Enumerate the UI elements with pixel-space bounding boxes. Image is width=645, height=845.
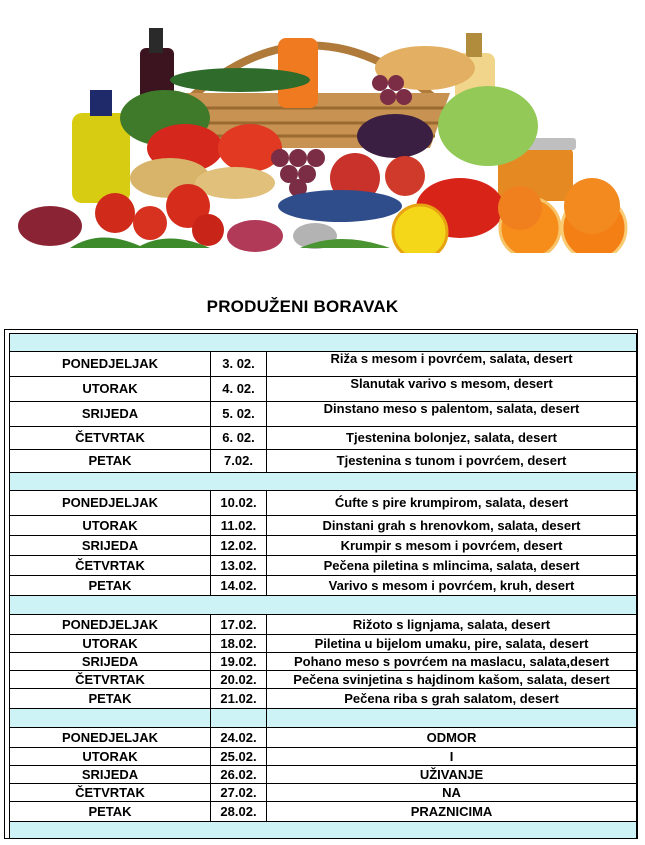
meal-cell: Pečena svinjetina s hajdinom kašom, salata, desert [267,671,637,689]
date-cell: 14.02. [211,576,267,596]
table-row [10,450,637,473]
day-cell: UTORAK [10,377,211,402]
date-cell: 18.02. [211,635,267,653]
date-cell: 12.02. [211,536,267,556]
table-row [10,802,637,822]
date-cell: 24.02. [211,728,267,748]
date-cell: 17.02. [211,615,267,635]
day-cell: PONEDJELJAK [10,615,211,635]
spacer-row [10,709,637,728]
meal-cell: NA [267,784,637,802]
page-title: PRODUŽENI BORAVAK [206,297,399,316]
date-cell: 7.02. [211,450,267,473]
date-cell: 4. 02. [211,377,267,402]
date-cell: 13.02. [211,556,267,576]
date-cell: 21.02. [211,689,267,709]
date-cell: 11.02. [211,516,267,536]
date-cell: 6. 02. [211,427,267,450]
table-row [10,377,637,402]
tomato [95,193,135,233]
meal-cell: Krumpir s mesom i povrćem, desert [267,536,637,556]
table-row [10,689,637,709]
table-row [10,748,637,766]
meal-cell: Dinstani grah s hrenovkom, salata, desert [267,516,637,536]
red-pepper-2 [218,124,282,172]
table-row [10,615,637,635]
day-cell: PONEDJELJAK [10,728,211,748]
eggplant [357,114,433,158]
date-cell: 19.02. [211,653,267,671]
day-cell: SRIJEDA [10,536,211,556]
table-row [10,516,637,536]
day-cell: PETAK [10,450,211,473]
table-row [10,427,637,450]
day-cell: SRIJEDA [10,653,211,671]
meal-cell: Slanutak varivo s mesom, desert [267,377,637,402]
day-cell: ČETVRTAK [10,784,211,802]
meal-cell: Ćufte s pire krumpirom, salata, desert [267,491,637,516]
cabbage [438,86,538,166]
meal-cell: Rižoto s lignjama, salata, desert [267,615,637,635]
meal-cell: Riža s mesom i povrćem, salata, desert [267,352,637,377]
day-cell: SRIJEDA [10,402,211,427]
meal-cell: Tjestenina s tunom i povrćem, desert [267,450,637,473]
zucchini [170,68,310,92]
meal-cell: Pohano meso s povrćem na maslacu, salata,desert [267,653,637,671]
table-row [10,402,637,427]
spacer-row [10,473,637,491]
table-row [10,556,637,576]
meal-cell: Varivo s mesom i povrćem, kruh, desert [267,576,637,596]
day-cell: UTORAK [10,635,211,653]
spacer-row [10,596,637,615]
table-row [10,491,637,516]
table-row [10,352,637,377]
menu-table [9,333,637,839]
day-cell: PETAK [10,576,211,596]
meal-cell: Pečena riba s grah salatom, desert [267,689,637,709]
day-cell: UTORAK [10,748,211,766]
lettuce [70,237,210,248]
meal-cell: ODMOR [267,728,637,748]
oil-bottle [72,113,130,203]
table-row [10,576,637,596]
date-cell: 25.02. [211,748,267,766]
date-cell: 5. 02. [211,402,267,427]
table-row [10,784,637,802]
meal-cell: Pečena piletina s mlincima, salata, desert [267,556,637,576]
meal-cell: I [267,748,637,766]
table-row [10,728,637,748]
meal-cell: PRAZNICIMA [267,802,637,822]
date-cell: 20.02. [211,671,267,689]
spacer-row [10,334,637,352]
day-cell: ČETVRTAK [10,556,211,576]
day-cell: UTORAK [10,516,211,536]
day-cell: PETAK [10,689,211,709]
meal-cell: Tjestenina bolonjez, salata, desert [267,427,637,450]
meal-cell: Dinstano meso s palentom, salata, desert [267,402,637,427]
table-row [10,766,637,784]
day-cell: ČETVRTAK [10,671,211,689]
bowl [278,190,402,222]
meal-cell: Piletina u bijelom umaku, pire, salata, desert [267,635,637,653]
table-row [10,536,637,556]
meal-cell: UŽIVANJE [267,766,637,784]
table-row [10,635,637,653]
date-cell: 3. 02. [211,352,267,377]
date-cell: 10.02. [211,491,267,516]
day-cell: SRIJEDA [10,766,211,784]
table-row [10,671,637,689]
date-cell: 26.02. [211,766,267,784]
lemon-slice [393,205,447,253]
date-cell: 27.02. [211,784,267,802]
day-cell: PONEDJELJAK [10,352,211,377]
date-cell: 28.02. [211,802,267,822]
day-cell: PONEDJELJAK [10,491,211,516]
day-cell: PETAK [10,802,211,822]
spacer-row [10,822,637,839]
red-onion [18,206,82,246]
day-cell: ČETVRTAK [10,427,211,450]
orange [564,178,620,234]
food-basket-illustration [10,8,635,253]
table-row [10,653,637,671]
